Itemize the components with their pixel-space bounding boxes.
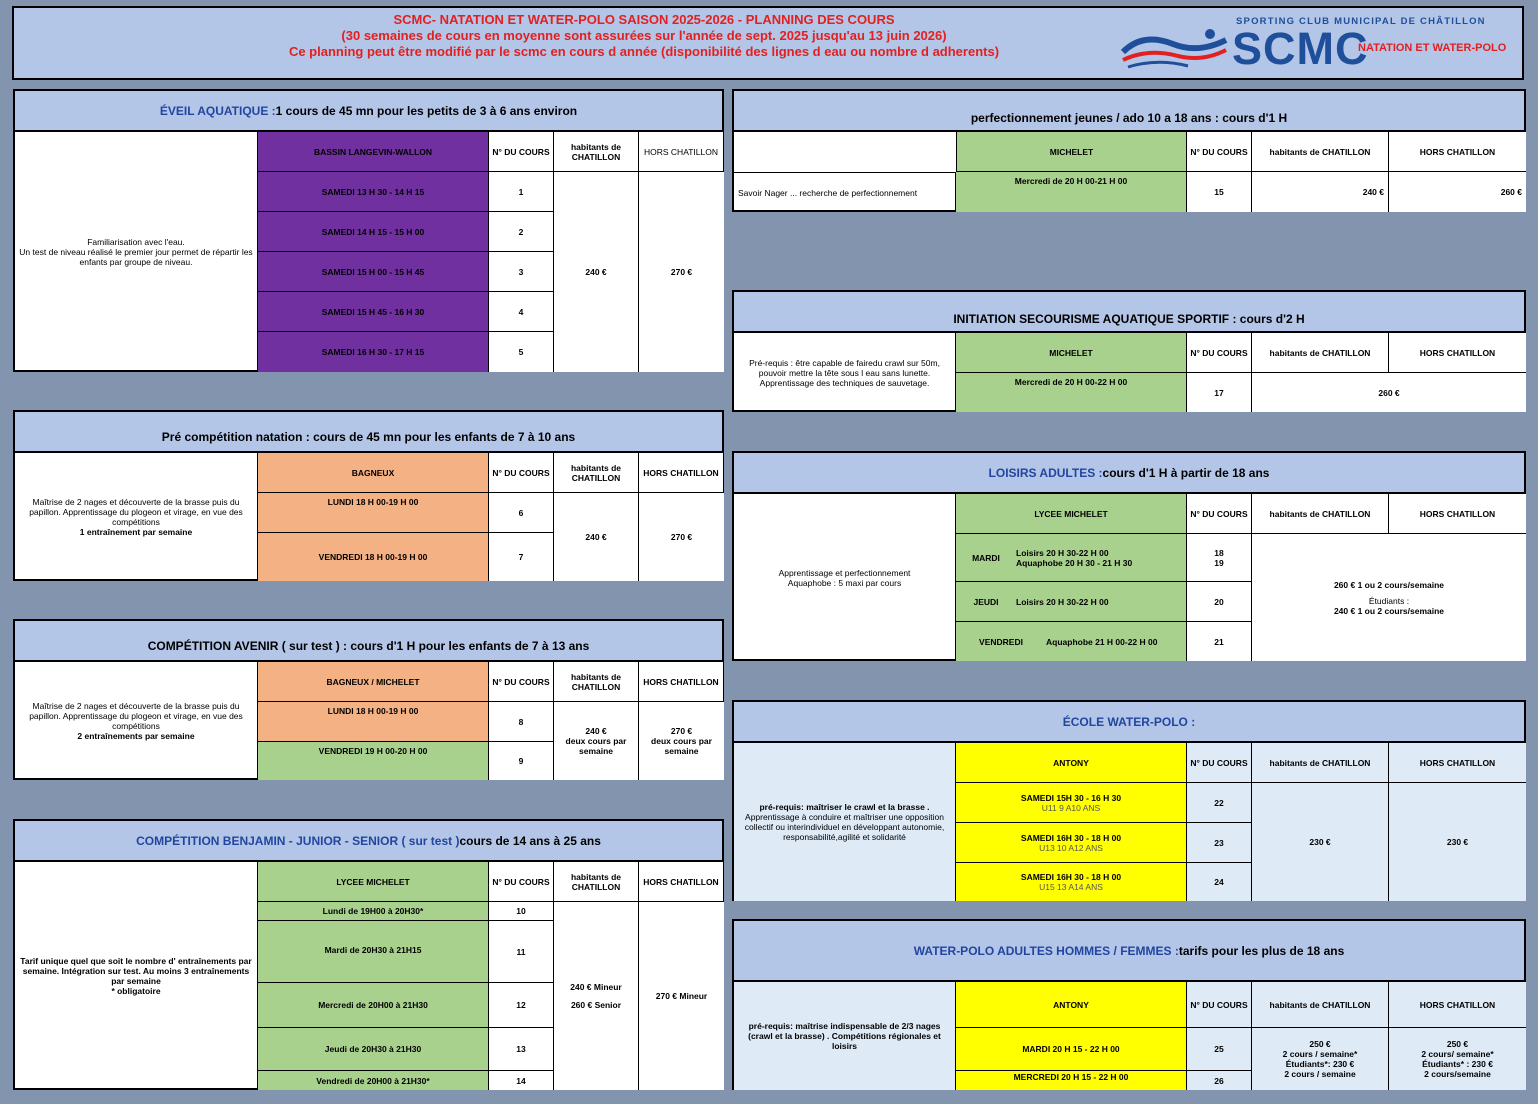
schedule-time: SAMEDI 16H 30 - 18 H 00: [1020, 872, 1122, 882]
col-course-number: N° DU COURS: [1187, 982, 1252, 1028]
schedule-age: U15 13 A14 ANS: [1039, 882, 1103, 892]
schedule-day: VENDREDI: [979, 636, 1023, 647]
course-description: Savoir Nager ... recherche de perfectionnement: [734, 172, 956, 212]
schedule-time: SAMEDI 15H 30 - 16 H 30: [1020, 792, 1122, 803]
title-label: WATER-POLO ADULTES HOMMES / FEMMES :: [913, 943, 1179, 958]
schedule-time: LUNDI 18 H 00-19 H 00: [258, 493, 489, 533]
schedule-time: SAMEDI 13 H 30 - 14 H 15: [258, 172, 489, 212]
title-text: cours d'1 H à partir de 18 ans: [1102, 465, 1270, 480]
col-residents: habitants de CHATILLON: [1252, 743, 1389, 783]
col-non-residents: HORS CHATILLON: [1389, 333, 1526, 373]
section-title: COMPÉTITION AVENIR ( sur test ) : cours d'1 H pour les enfants de 7 à 13 ans: [15, 621, 722, 662]
schedule-time: SAMEDI 15 H 45 - 16 H 30: [258, 292, 489, 332]
swimmer-wave-icon: [1118, 22, 1228, 72]
col-residents: habitants de CHATILLON: [1252, 982, 1389, 1028]
pool-name: MICHELET: [956, 333, 1187, 373]
section-pre-competition: [13, 410, 724, 581]
description-text: Maîtrise de 2 nages et découverte de la brasse puis du papillon. Apprentissage du plogeon et virage, en vue des compétitions: [29, 701, 243, 731]
course-number: 3: [489, 252, 554, 292]
course-number: 18 19: [1187, 534, 1252, 582]
col-non-residents: HORS CHATILLON: [1389, 982, 1526, 1028]
schedule-row: [956, 823, 1187, 863]
course-number: 6: [489, 493, 554, 533]
col-course-number: N° DU COURS: [1187, 333, 1252, 373]
course-description: Tarif unique quel que soit le nombre d' entraînements par semaine. Intégration sur test. Au moins 3 entraînements par semaine * obligatoire: [15, 862, 258, 1090]
schedule-time: LUNDI 18 H 00-19 H 00: [258, 702, 489, 742]
col-non-residents: HORS CHATILLON: [639, 662, 724, 702]
price-standard: 260 € 1 ou 2 cours/semaine: [1333, 579, 1445, 590]
pool-name: BAGNEUX: [258, 453, 489, 493]
description-frequency: 1 entraînement par semaine: [79, 527, 193, 537]
schedule-time: Loisirs 20 H 30-22 H 00 Aquaphobe 20 H 30 - 21 H 30: [1016, 547, 1133, 568]
schedule-row: [956, 863, 1187, 901]
price-residents: 230 €: [1252, 783, 1389, 901]
course-number: 1: [489, 172, 554, 212]
col-non-residents: HORS CHATILLON: [1389, 494, 1526, 534]
price-residents: [554, 902, 639, 1090]
course-number: 22: [1187, 783, 1252, 823]
schedule-time: Vendredi de 20H00 à 21H30*: [258, 1071, 489, 1090]
banner-title: SCMC- NATATION ET WATER-POLO SAISON 2025-2026 - PLANNING DES COURS: [393, 12, 895, 27]
course-number: 15: [1187, 172, 1252, 212]
course-number: 7: [489, 533, 554, 581]
price-residents: 240 €: [554, 493, 639, 581]
course-number: 21: [1187, 622, 1252, 661]
course-number: 20: [1187, 582, 1252, 622]
course-number: 8: [489, 702, 554, 742]
col-residents: habitants de CHATILLON: [1252, 333, 1389, 373]
course-description: Apprentissage et perfectionnement Aquaphobe : 5 maxi par cours: [734, 494, 956, 661]
section-loisirs-adultes: [732, 451, 1526, 661]
title-label: LOISIRS ADULTES :: [988, 465, 1103, 480]
course-number: 9: [489, 742, 554, 780]
price-residents: 240 €: [554, 172, 639, 372]
section-title: INITIATION SECOURISME AQUATIQUE SPORTIF : cours d'2 H: [734, 292, 1524, 333]
section-competition-benjamin: [13, 819, 724, 1090]
section-water-polo-adultes: [732, 919, 1526, 1090]
course-number: 26: [1187, 1071, 1252, 1090]
price-minor: 240 € Mineur: [570, 982, 622, 992]
schedule-time: Mardi de 20H30 à 21H15: [258, 921, 489, 983]
price-non-residents: 230 €: [1389, 783, 1526, 901]
col-non-residents: HORS CHATILLON: [1389, 743, 1526, 783]
col-course-number: N° DU COURS: [1187, 494, 1252, 534]
price-non-residents: 260 €: [1389, 172, 1526, 212]
schedule-time: SAMEDI 16 H 30 - 17 H 15: [258, 332, 489, 372]
col-course-number: N° DU COURS: [489, 132, 554, 172]
banner-subtitle: (30 semaines de cours en moyenne sont assurées sur l'année de sept. 2025 jusqu'au 13 juin 2026): [341, 28, 947, 43]
col-residents: habitants de CHATILLON: [1252, 132, 1389, 172]
schedule-time: MERCREDI 20 H 15 - 22 H 00: [956, 1071, 1187, 1090]
price-non-residents: 270 € deux cours par semaine: [639, 702, 724, 780]
schedule-time: SAMEDI 16H 30 - 18 H 00: [1020, 832, 1122, 843]
pool-name: BASSIN LANGEVIN-WALLON: [258, 132, 489, 172]
description-text: Apprentissage à conduire et maîtriser une opposition collectif ou interindividuel en développant autonomie, responsabilité,agilité et solidarité: [744, 812, 945, 842]
schedule-time: MARDI 20 H 15 - 22 H 00: [956, 1028, 1187, 1071]
schedule-row: [956, 582, 1187, 622]
course-description: Familiarisation avec l'eau. Un test de niveau réalisé le premier jour permet de répartir les enfants par groupe de niveau.: [15, 132, 258, 372]
banner-text: [134, 12, 1154, 60]
price-all: [1252, 534, 1526, 661]
schedule-time: VENDREDI 19 H 00-20 H 00: [258, 742, 489, 780]
col-non-residents: HORS CHATILLON: [639, 132, 724, 172]
pool-name: ANTONY: [956, 982, 1187, 1028]
course-number: 12: [489, 983, 554, 1028]
col-course-number: N° DU COURS: [1187, 743, 1252, 783]
schedule-time: VENDREDI 18 H 00-19 H 00: [258, 533, 489, 581]
course-description: Pré-requis : être capable de fairedu crawl sur 50m, pouvoir mettre la tête sous l eau sans lunette. Apprentissage des techniques de sauvetage.: [734, 333, 956, 412]
logo-subtitle: NATATION ET WATER-POLO: [1358, 42, 1507, 54]
schedule-row: [956, 622, 1187, 661]
schedule-time: SAMEDI 14 H 15 - 15 H 00: [258, 212, 489, 252]
course-number: 13: [489, 1028, 554, 1071]
schedule-time: Mercredi de 20 H 00-21 H 00: [956, 172, 1187, 212]
col-residents: habitants de CHATILLON: [554, 862, 639, 902]
col-course-number: N° DU COURS: [489, 453, 554, 493]
schedule-time: Loisirs 20 H 30-22 H 00: [1016, 596, 1109, 607]
price-non-residents: 270 € Mineur: [639, 902, 724, 1090]
col-residents: habitants de CHATILLON: [554, 662, 639, 702]
schedule-time: Mercredi de 20H00 à 21H30: [258, 983, 489, 1028]
section-competition-avenir: [13, 619, 724, 780]
col-non-residents: HORS CHATILLON: [1389, 132, 1526, 172]
pool-name: MICHELET: [956, 132, 1187, 172]
description-prerequisite: pré-requis: maîtriser le crawl et la brasse .: [759, 802, 930, 812]
course-number: 10: [489, 902, 554, 921]
schedule-day: JEUDI: [973, 596, 999, 607]
schedule-time: Lundi de 19H00 à 20H30*: [258, 902, 489, 921]
col-residents: habitants de CHATILLON: [1252, 494, 1389, 534]
course-description: [15, 453, 258, 581]
section-title: [734, 453, 1524, 494]
title-text: tarifs pour les plus de 18 ans: [1178, 943, 1345, 958]
pool-name: BAGNEUX / MICHELET: [258, 662, 489, 702]
course-number: 25: [1187, 1028, 1252, 1071]
course-number: 4: [489, 292, 554, 332]
price-students: 240 € 1 ou 2 cours/semaine: [1333, 605, 1445, 616]
banner-note: Ce planning peut être modifié par le scmc en cours d année (disponibilité des lignes d eau ou nombre d adherents): [288, 44, 1000, 59]
logo-acronym: SCMC: [1232, 23, 1369, 74]
col-course-number: N° DU COURS: [489, 662, 554, 702]
title-text: cours de 14 ans à 25 ans: [459, 833, 601, 848]
price-non-residents: 270 €: [639, 172, 724, 372]
section-perfectionnement: [732, 89, 1526, 212]
course-description: [15, 662, 258, 780]
section-title: perfectionnement jeunes / ado 10 a 18 ans : cours d'1 H: [734, 91, 1524, 132]
col-residents: habitants de CHATILLON: [554, 453, 639, 493]
section-title: Pré compétition natation : cours de 45 mn pour les enfants de 7 à 10 ans: [15, 412, 722, 453]
section-title: ÉCOLE WATER-POLO :: [734, 702, 1524, 743]
course-number: 14: [489, 1071, 554, 1090]
price-residents: 250 € 2 cours / semaine* Étudiants*: 230 € 2 cours / semaine: [1252, 1028, 1389, 1090]
section-title: [15, 821, 722, 862]
title-label: COMPÉTITION BENJAMIN - JUNIOR - SENIOR ( sur test ): [136, 833, 460, 848]
col-non-residents: HORS CHATILLON: [639, 862, 724, 902]
schedule-time: SAMEDI 15 H 00 - 15 H 45: [258, 252, 489, 292]
schedule-day: MARDI: [972, 552, 1000, 563]
course-number: 2: [489, 212, 554, 252]
course-number: 11: [489, 921, 554, 983]
schedule-time: Aquaphobe 21 H 00-22 H 00: [1046, 636, 1158, 647]
scmc-logo: [1108, 12, 1508, 76]
price-residents: 240 €: [1252, 172, 1389, 212]
section-title: [734, 921, 1524, 982]
schedule-row: [956, 534, 1187, 582]
course-number: 23: [1187, 823, 1252, 863]
col-course-number: N° DU COURS: [1187, 132, 1252, 172]
course-description: [734, 743, 956, 901]
price-senior: 260 € Senior: [570, 1000, 622, 1010]
pool-name: ANTONY: [956, 743, 1187, 783]
section-secourisme: [732, 290, 1526, 412]
schedule-age: U13 10 A12 ANS: [1039, 842, 1103, 853]
title-text: 1 cours de 45 mn pour les petits de 3 à 6 ans environ: [275, 103, 578, 118]
schedule-time: Jeudi de 20H30 à 21H30: [258, 1028, 489, 1071]
logo-club-name: SPORTING CLUB MUNICIPAL DE CHÂTILLON: [1236, 16, 1486, 27]
price-all: 260 €: [1252, 373, 1526, 412]
title-label: ÉVEIL AQUATIQUE :: [159, 103, 276, 118]
section-ecole-water-polo: [732, 700, 1526, 901]
description-frequency: 2 entraînements par semaine: [77, 731, 195, 741]
course-number: 24: [1187, 863, 1252, 901]
price-non-residents: 250 € 2 cours/ semaine* Étudiants* : 230 € 2 cours/semaine: [1389, 1028, 1526, 1090]
schedule-time: Mercredi de 20 H 00-22 H 00: [956, 373, 1187, 412]
section-eveil-aquatique: [13, 89, 724, 372]
price-students-label: Étudiants :: [1368, 595, 1410, 606]
col-residents: habitants de CHATILLON: [554, 132, 639, 172]
header-banner: [12, 6, 1524, 80]
course-number: 5: [489, 332, 554, 372]
col-course-number: N° DU COURS: [489, 862, 554, 902]
schedule-row: [956, 783, 1187, 823]
section-title: [15, 91, 722, 132]
course-description: pré-requis: maîtrise indispensable de 2/3 nages (crawl et la brasse) . Compétitions régionales et loisirs: [734, 982, 956, 1090]
pool-name: LYCEE MICHELET: [956, 494, 1187, 534]
pool-name: LYCEE MICHELET: [258, 862, 489, 902]
col-non-residents: HORS CHATILLON: [639, 453, 724, 493]
schedule-age: U11 9 A10 ANS: [1041, 802, 1101, 813]
description-text: Maîtrise de 2 nages et découverte de la brasse puis du papillon. Apprentissage du plogeon et virage, en vue des compétitions: [29, 497, 243, 527]
course-number: 17: [1187, 373, 1252, 412]
price-residents: 240 € deux cours par semaine: [554, 702, 639, 780]
price-non-residents: 270 €: [639, 493, 724, 581]
